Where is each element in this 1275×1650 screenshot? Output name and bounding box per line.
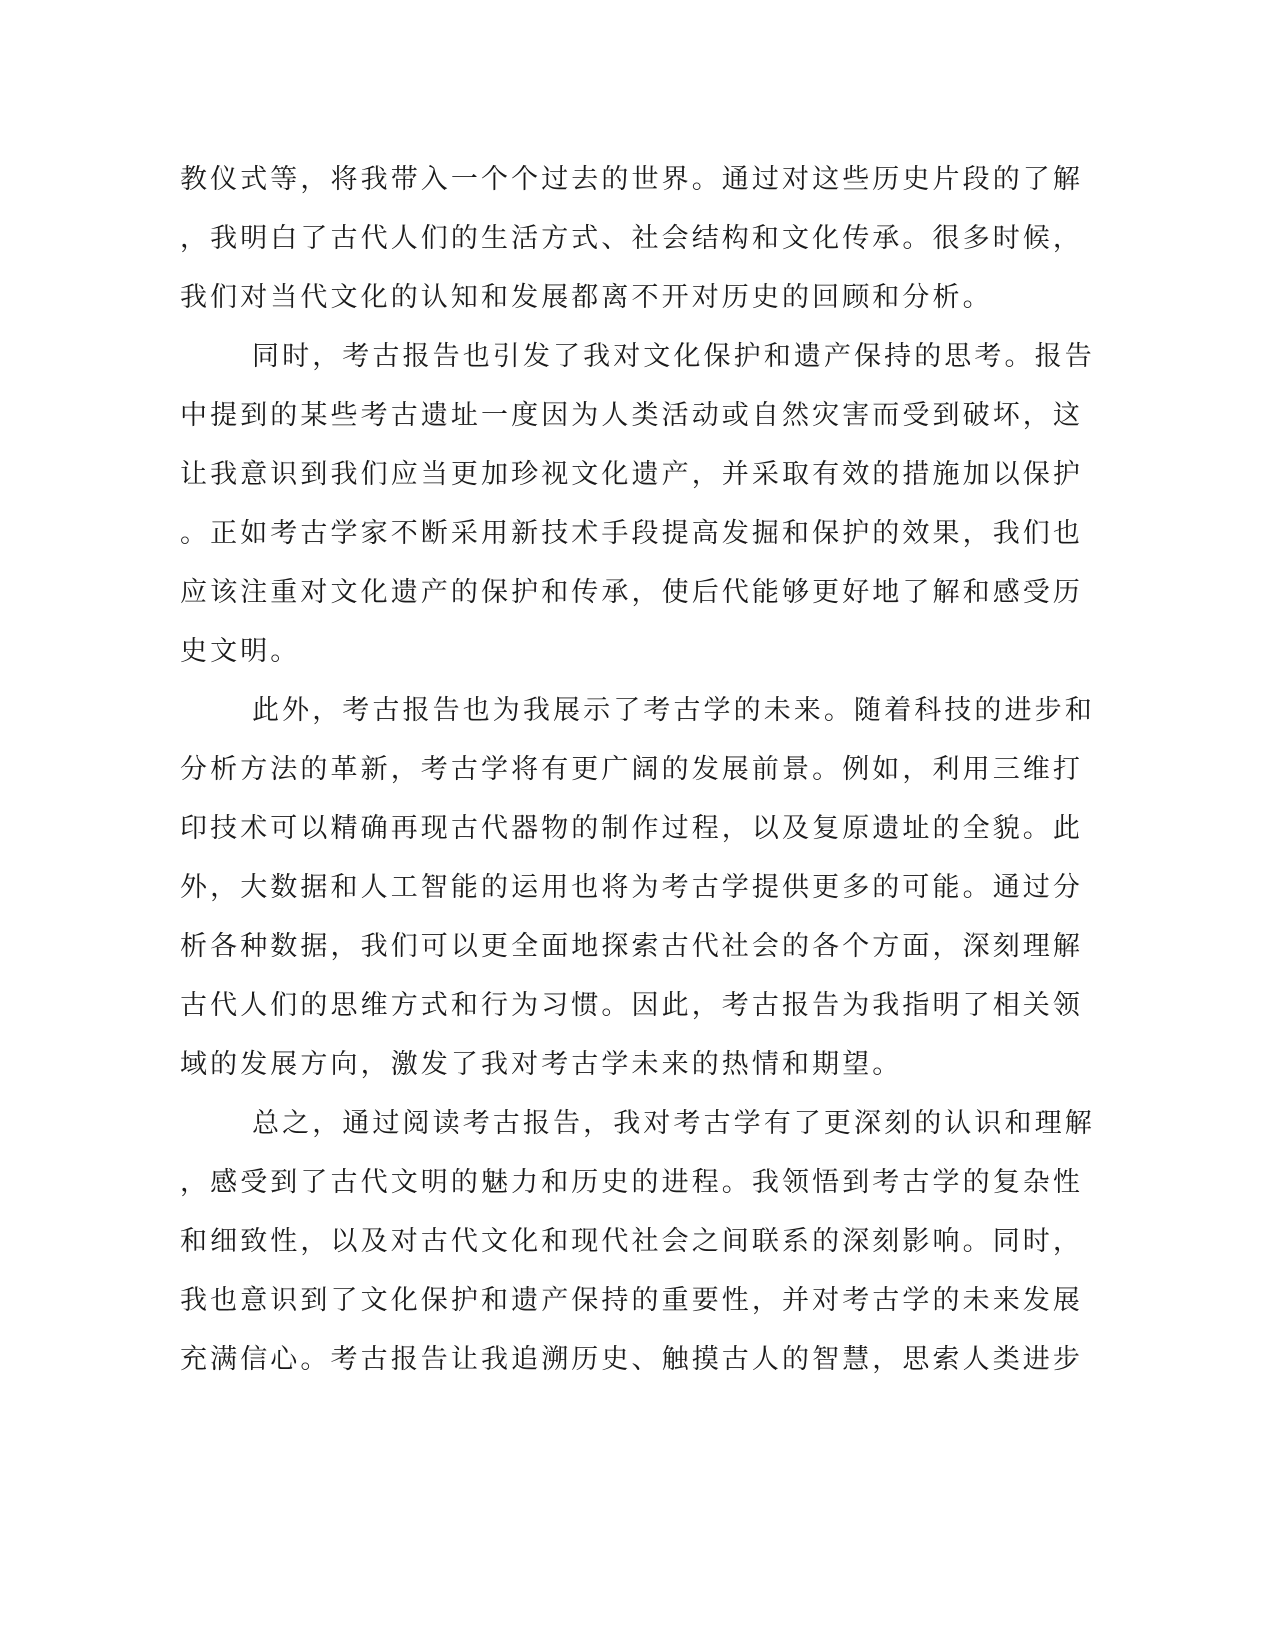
text-line: ，我明白了古代人们的生活方式、社会结构和文化传承。很多时候，: [180, 223, 1083, 254]
text-line: 我们对当代文化的认知和发展都离不开对历史的回顾和分析。: [180, 282, 993, 313]
text-line: 外，大数据和人工智能的运用也将为考古学提供更多的可能。通过分: [180, 872, 1083, 903]
text-line: 充满信心。考古报告让我追溯历史、触摸古人的智慧，思索人类进步: [180, 1344, 1083, 1375]
paragraph-start-line: 同时，考古报告也引发了我对文化保护和遗产保持的思考。报告: [252, 341, 1095, 372]
paragraph-start-line: 总之，通过阅读考古报告，我对考古学有了更深刻的认识和理解: [252, 1108, 1095, 1139]
text-line: 古代人们的思维方式和行为习惯。因此，考古报告为我指明了相关领: [180, 990, 1083, 1021]
text-line: 让我意识到我们应当更加珍视文化遗产，并采取有效的措施加以保护: [180, 459, 1083, 490]
text-line: 析各种数据，我们可以更全面地探索古代社会的各个方面，深刻理解: [180, 931, 1083, 962]
text-line: 我也意识到了文化保护和遗产保持的重要性，并对考古学的未来发展: [180, 1285, 1083, 1316]
text-line: 。正如考古学家不断采用新技术手段提高发掘和保护的效果，我们也: [180, 518, 1083, 549]
text-line: 应该注重对文化遗产的保护和传承，使后代能够更好地了解和感受历: [180, 577, 1083, 608]
text-line: 分析方法的革新，考古学将有更广阔的发展前景。例如，利用三维打: [180, 754, 1083, 785]
text-line: 域的发展方向，激发了我对考古学未来的热情和期望。: [180, 1049, 903, 1080]
paragraph-start-line: 此外，考古报告也为我展示了考古学的未来。随着科技的进步和: [252, 695, 1095, 726]
text-line: 史文明。: [180, 636, 301, 667]
text-line: 和细致性，以及对古代文化和现代社会之间联系的深刻影响。同时，: [180, 1226, 1083, 1257]
text-line: 中提到的某些考古遗址一度因为人类活动或自然灾害而受到破坏，这: [180, 400, 1083, 431]
text-line: 印技术可以精确再现古代器物的制作过程，以及复原遗址的全貌。此: [180, 813, 1083, 844]
text-line: ，感受到了古代文明的魅力和历史的进程。我领悟到考古学的复杂性: [180, 1167, 1083, 1198]
text-line: 教仪式等，将我带入一个个过去的世界。通过对这些历史片段的了解: [180, 164, 1083, 195]
